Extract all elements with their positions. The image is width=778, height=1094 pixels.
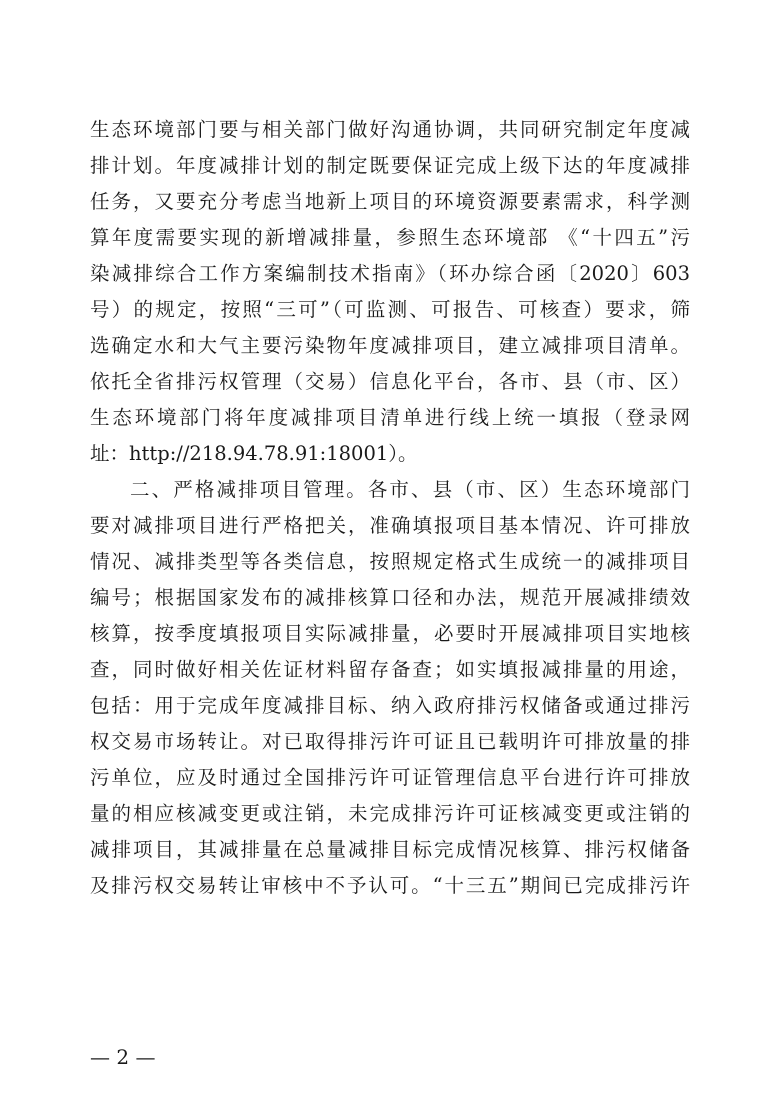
text-line: 量的相应核减变更或注销，未完成排污许可证核减变更或注销的	[90, 802, 690, 825]
page-number: — 2 —	[90, 1045, 156, 1069]
text-line: 包括：用于完成年度减排目标、纳入政府排污权储备或通过排污	[90, 694, 690, 717]
text-line: 编号；根据国家发布的减排核算口径和办法，规范开展减排绩效	[90, 586, 690, 609]
text-line: 号）的规定，按照“三可”（可监测、可报告、可核查）要求，筛	[90, 298, 690, 321]
text-line: 任务，又要充分考虑当地新上项目的环境资源要素需求，科学测	[90, 190, 690, 213]
text-line: 算年度需要实现的新增减排量，参照生态环境部 《“十四五”污	[90, 226, 690, 249]
text-line: 生态环境部门要与相关部门做好沟通协调，共同研究制定年度减	[90, 118, 690, 141]
text-line: 权交易市场转让。对已取得排污许可证且已载明许可排放量的排	[90, 730, 690, 753]
text-line: 排计划。年度减排计划的制定既要保证完成上级下达的年度减排	[90, 154, 690, 177]
text-line: 及排污权交易转让审核中不予认可。“十三五”期间已完成排污许	[90, 874, 690, 897]
text-line: 情况、减排类型等各类信息，按照规定格式生成统一的减排项目	[90, 550, 690, 573]
text-line: 污单位，应及时通过全国排污许可证管理信息平台进行许可排放	[90, 766, 690, 789]
text-line: 核算，按季度填报项目实际减排量，必要时开展减排项目实地核	[90, 622, 690, 645]
text-line: 选确定水和大气主要污染物年度减排项目，建立减排项目清单。	[90, 334, 690, 357]
text-line: 要对减排项目进行严格把关，准确填报项目基本情况、许可排放	[90, 514, 690, 537]
text-line: 二、严格减排项目管理。各市、县（市、区）生态环境部门	[130, 478, 690, 501]
text-line: 染减排综合工作方案编制技术指南》（环办综合函〔2020〕603	[90, 262, 690, 285]
text-line: 查，同时做好相关佐证材料留存备查；如实填报减排量的用途，	[90, 658, 690, 681]
text-line: 依托全省排污权管理（交易）信息化平台，各市、县（市、区）	[90, 370, 690, 393]
text-line: 生态环境部门将年度减排项目清单进行线上统一填报（登录网	[90, 406, 690, 429]
text-line: 减排项目，其减排量在总量减排目标完成情况核算、排污权储备	[90, 838, 690, 861]
text-line: 址：http://218.94.78.91:18001）。	[90, 442, 418, 465]
